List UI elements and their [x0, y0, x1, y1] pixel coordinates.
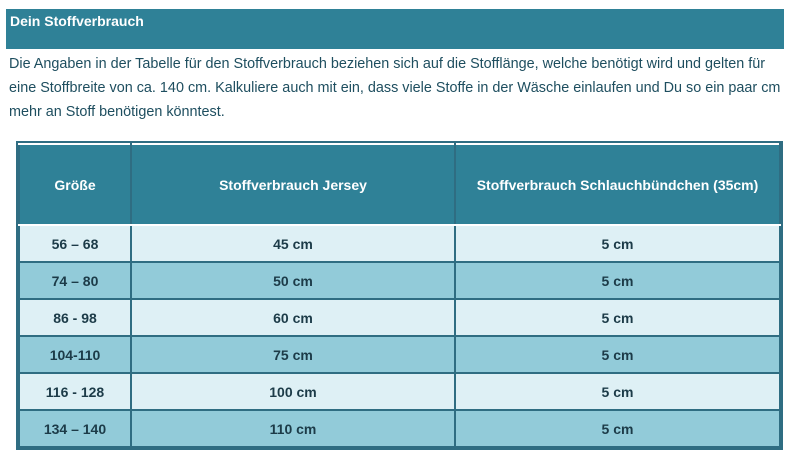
column-header-cuff: Stoffverbrauch Schlauchbündchen (35cm)	[455, 144, 780, 225]
table-row	[19, 410, 780, 447]
cell-jersey: 110 cm	[131, 410, 455, 447]
cell-cuff: 5 cm	[455, 262, 780, 299]
cell-cuff: 5 cm	[455, 336, 780, 373]
fabric-table-container	[18, 143, 779, 448]
cell-jersey: 75 cm	[131, 336, 455, 373]
cell-size: 104-110	[19, 336, 131, 373]
fabric-consumption-table	[18, 143, 781, 448]
cell-size: 56 – 68	[19, 225, 131, 262]
table-row	[19, 373, 780, 410]
section-header-bar	[6, 9, 784, 49]
cell-jersey: 100 cm	[131, 373, 455, 410]
table-row	[19, 336, 780, 373]
cell-size: 74 – 80	[19, 262, 131, 299]
column-header-size: Größe	[19, 144, 131, 225]
intro-paragraph: Die Angaben in der Tabelle für den Stoffverbrauch beziehen sich auf die Stofflänge, welche benötigt wird und gelten für eine Stoffbreite von ca. 140 cm. Kalkuliere auch mit ein, dass viele Stoffe in der Wäsche einlaufen und Du so ein paar cm mehr an Stoff benötigen könntest.	[9, 56, 781, 120]
cell-jersey: 45 cm	[131, 225, 455, 262]
column-header-jersey: Stoffverbrauch Jersey	[131, 144, 455, 225]
table-row	[19, 299, 780, 336]
cell-cuff: 5 cm	[455, 299, 780, 336]
cell-cuff: 5 cm	[455, 225, 780, 262]
cell-size: 86 - 98	[19, 299, 131, 336]
table-row	[19, 225, 780, 262]
cell-jersey: 50 cm	[131, 262, 455, 299]
table-header-row	[19, 144, 780, 225]
cell-cuff: 5 cm	[455, 410, 780, 447]
section-title: Dein Stoffverbrauch	[10, 13, 144, 29]
cell-jersey: 60 cm	[131, 299, 455, 336]
cell-cuff: 5 cm	[455, 373, 780, 410]
cell-size: 134 – 140	[19, 410, 131, 447]
table-row	[19, 262, 780, 299]
cell-size: 116 - 128	[19, 373, 131, 410]
